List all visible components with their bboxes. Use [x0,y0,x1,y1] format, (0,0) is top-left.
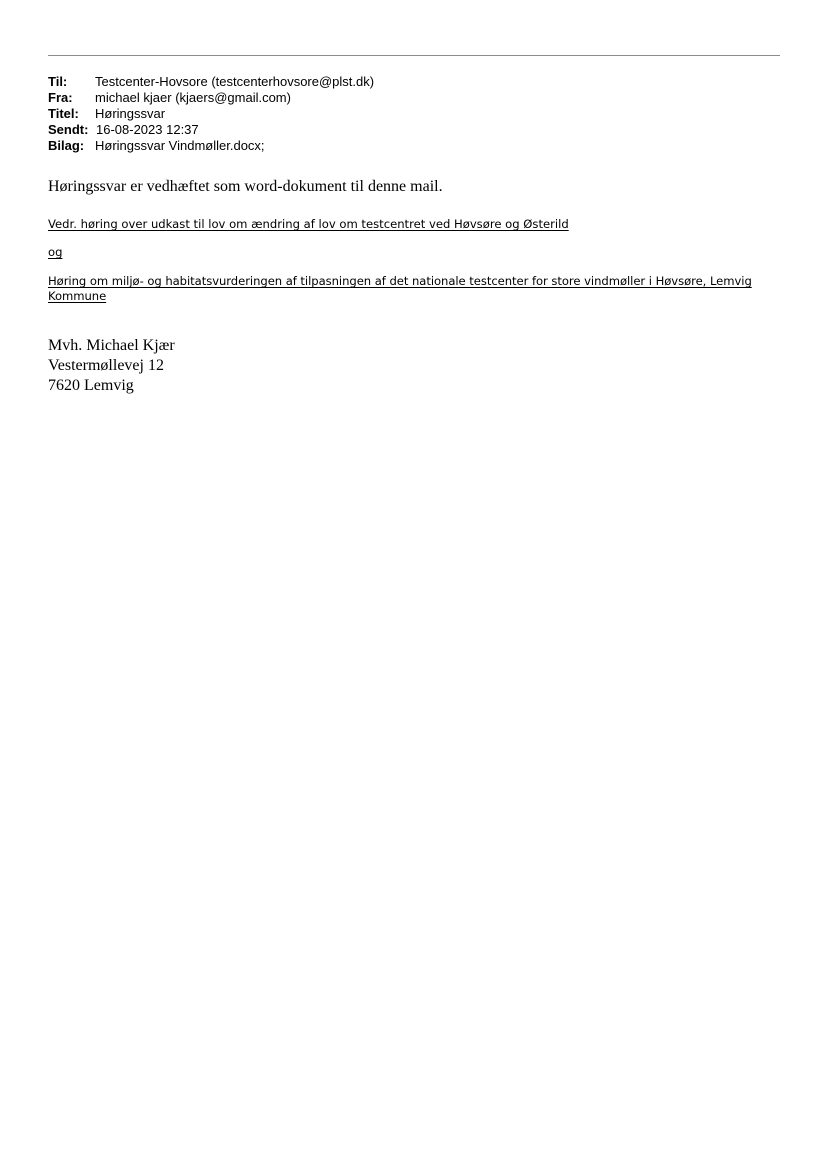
subject-link-environmental-assessment[interactable]: Høring om miljø- og habitatsvurderingen af tilpasningen af det nationale testcenter for store vindmøller i Høvsøre, Lemvig Kommune [48,274,752,303]
header-row-title [48,106,374,122]
title-value: Høringssvar [95,106,166,121]
attachment-label: Bilag: [48,138,85,153]
subject-link-hearing-law[interactable]: Vedr. høring over udkast til lov om ændring af lov om testcentret ved Høvsøre og Østerild [48,217,569,231]
to-value: Testcenter-Hovsore (testcenterhovsore@plst.dk) [95,74,375,89]
connector-og[interactable]: og [48,245,63,259]
header-row-attachment [48,138,374,154]
attachment-value: Høringssvar Vindmøller.docx; [95,138,265,153]
header-row-to [48,74,374,90]
header-row-sent [48,122,374,138]
intro-text: Høringssvar er vedhæftet som word-dokument til denne mail. [48,178,443,195]
sent-label: Sendt: [48,122,89,137]
sent-value: 16-08-2023 12:37 [96,122,199,137]
email-header [48,74,374,154]
signature-street: Vestermøllevej 12 [48,357,164,374]
from-value: michael kjaer (kjaers@gmail.com) [95,90,291,105]
header-row-from [48,90,374,106]
signature-city: 7620 Lemvig [48,377,134,394]
signature-block [48,336,175,396]
top-divider [48,55,780,56]
to-label: Til: [48,74,68,89]
from-label: Fra: [48,90,73,105]
title-label: Titel: [48,106,79,121]
signature-name: Mvh. Michael Kjær [48,337,175,354]
